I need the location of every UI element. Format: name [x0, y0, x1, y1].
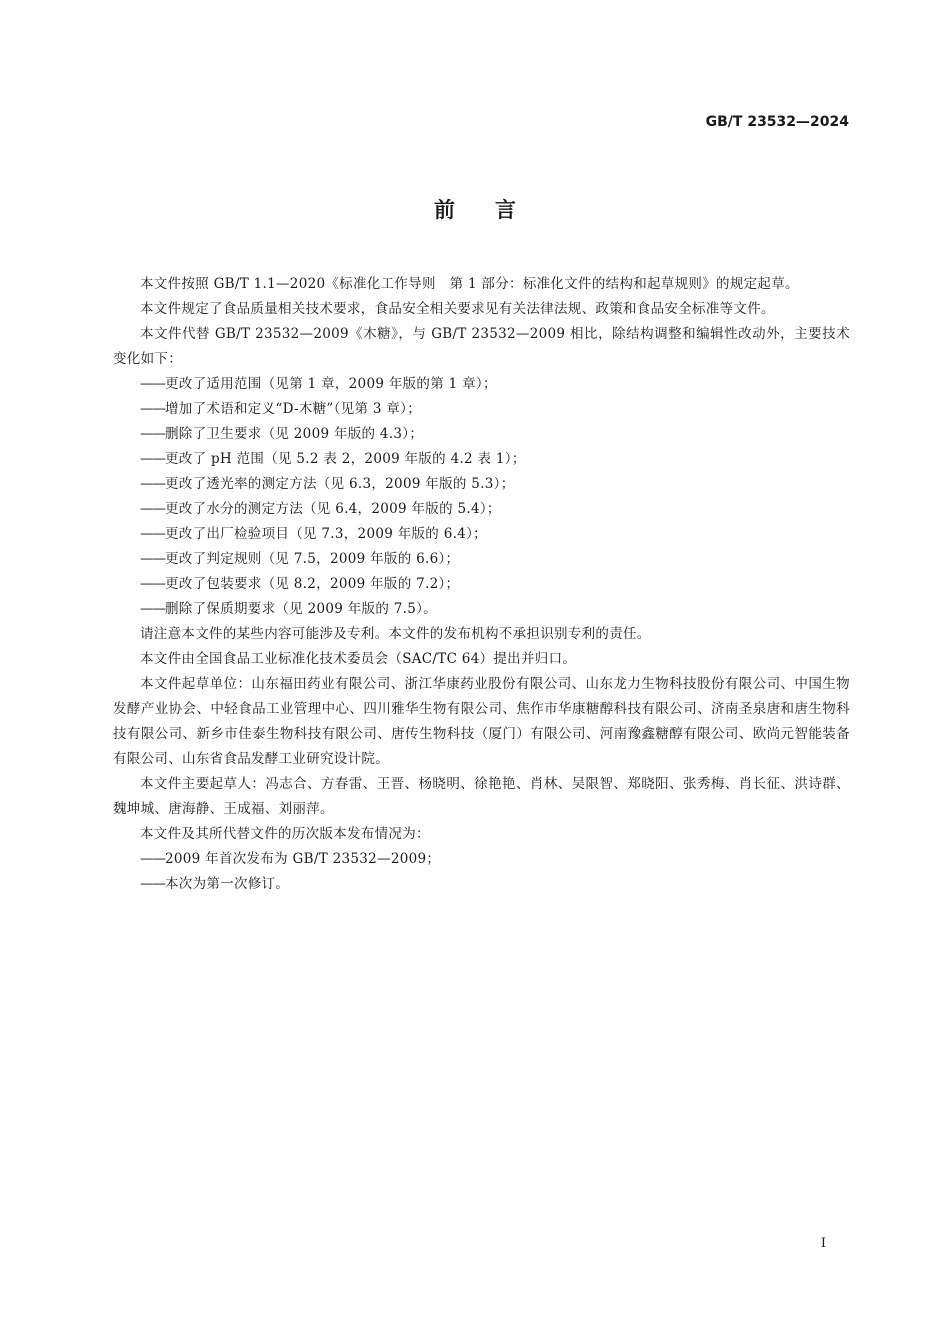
- list-item: ——更改了 pH 范围（见 5.2 表 2，2009 年版的 4.2 表 1）；: [140, 451, 526, 467]
- page-title: 前言: [434, 198, 556, 222]
- paragraph-replacement: 本文件代替 GB/T 23532—2009《木糖》，与 GB/T 23532—2009 相比，除结构调整和编辑性改动外，主要技术变化如下：: [113, 326, 850, 367]
- dash-marker: ——: [140, 401, 165, 417]
- dash-marker: ——: [140, 501, 165, 517]
- list-item: ——本次为第一次修订。: [140, 876, 290, 892]
- list-item: ——增加了术语和定义“D-木糖”（见第 3 章）；: [140, 401, 422, 417]
- paragraph-drafting-units: 本文件起草单位：山东福田药业有限公司、浙江华康药业股份有限公司、山东龙力生物科技股份有限公司、中国生物发酵产业协会、中轻食品工业管理中心、四川雅华生物有限公司、焦作市华康糖醇科技有限公司、济南圣泉唐和唐生物科技有限公司、新乡市佳泰生物科技有限公司、唐传生物科技（厦门）有限公司、河南豫鑫糖醇有限公司、欧尚元智能装备有限公司、山东省食品发酵工业研究设计院。: [113, 676, 850, 767]
- list-item: ——更改了包装要求（见 8.2，2009 年版的 7.2）；: [140, 576, 460, 592]
- list-item: ——删除了保质期要求（见 2009 年版的 7.5）。: [140, 601, 437, 617]
- list-item: ——删除了卫生要求（见 2009 年版的 4.3）；: [140, 426, 424, 442]
- paragraph-drafters: 本文件主要起草人：冯志合、方春雷、王晋、杨晓明、徐艳艳、肖林、吴限智、郑晓阳、张秀梅、肖长征、洪诗群、魏坤城、唐海静、王成福、刘丽萍。: [113, 776, 850, 817]
- dash-marker: ——: [140, 551, 165, 567]
- dash-marker: ——: [140, 451, 165, 467]
- paragraph-patent-notice: 请注意本文件的某些内容可能涉及专利。本文件的发布机构不承担识别专利的责任。: [140, 626, 651, 642]
- changes-list: [113, 372, 850, 622]
- paragraph-drafting-rules: 本文件按照 GB/T 1.1—2020《标准化工作导则 第 1 部分：标准化文件的结构和起草规则》的规定起草。: [140, 276, 799, 292]
- dash-marker: ——: [140, 476, 165, 492]
- paragraph-scope-note: 本文件规定了食品质量相关技术要求，食品安全相关要求见有关法律法规、政策和食品安全标准等文件。: [140, 301, 775, 317]
- dash-marker: ——: [140, 851, 165, 867]
- standard-code: GB/T 23532—2024: [705, 114, 849, 130]
- dash-marker: ——: [140, 526, 165, 542]
- paragraph-committee: 本文件由全国食品工业标准化技术委员会（SAC/TC 64）提出并归口。: [140, 651, 577, 667]
- foreword-body: [113, 272, 850, 897]
- history-list: [113, 847, 850, 897]
- list-item: ——更改了透光率的测定方法（见 6.3，2009 年版的 5.3）；: [140, 476, 515, 492]
- list-item: ——更改了出厂检验项目（见 7.3，2009 年版的 6.4）；: [140, 526, 487, 542]
- dash-marker: ——: [140, 426, 165, 442]
- dash-marker: ——: [140, 376, 165, 392]
- page-number: I: [820, 1236, 826, 1251]
- dash-marker: ——: [140, 876, 165, 892]
- list-item: ——更改了判定规则（见 7.5，2009 年版的 6.6）；: [140, 551, 460, 567]
- list-item: ——2009 年首次发布为 GB/T 23532—2009；: [140, 851, 441, 867]
- paragraph-history-intro: 本文件及其所代替文件的历次版本发布情况为：: [140, 826, 430, 842]
- list-item: ——更改了水分的测定方法（见 6.4，2009 年版的 5.4）；: [140, 501, 501, 517]
- dash-marker: ——: [140, 576, 165, 592]
- list-item: ——更改了适用范围（见第 1 章，2009 年版的第 1 章）；: [140, 376, 497, 392]
- dash-marker: ——: [140, 601, 165, 617]
